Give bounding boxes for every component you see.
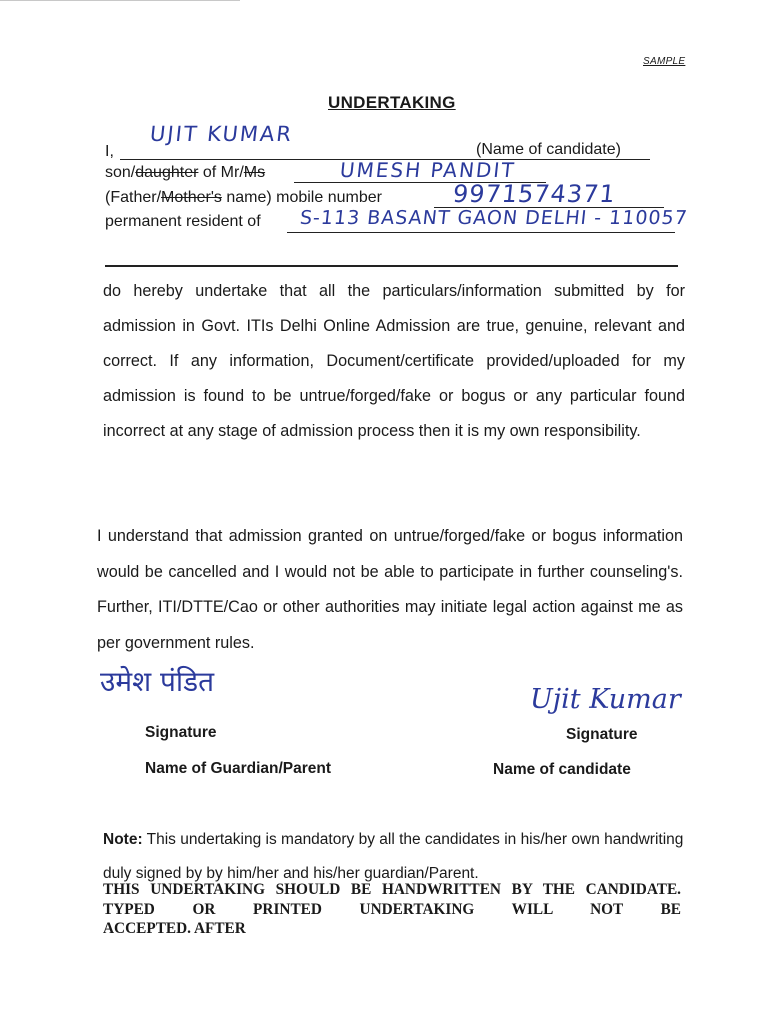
address-underline — [287, 232, 675, 233]
note-label: Note: — [103, 831, 143, 848]
candidate-name-handwritten: UJIT KUMAR — [148, 122, 295, 146]
line-father-text — [105, 164, 265, 182]
understanding-paragraph: I understand that admission granted on untrue/forged/fake or bogus information would be cancelled and I would not be able to participate in further counseling's. Further, ITI/DTTE/Cao or other authorities may initiate legal action against me as per government rules. — [97, 527, 683, 652]
mobile-number-label: name) mobile number — [221, 189, 382, 206]
guardian-name-label: Name of Guardian/Parent — [145, 760, 332, 777]
candidate-name-label: Name of candidate — [493, 761, 631, 778]
resident-label: permanent resident of — [105, 213, 261, 230]
daughter-struck: daughter — [135, 164, 199, 181]
line-name-prefix: I, — [105, 143, 114, 160]
father-name-handwritten: UMESH PANDIT — [338, 158, 517, 182]
mother-struck: Mother's — [161, 189, 222, 206]
sample-tag: SAMPLE — [643, 56, 686, 67]
candidate-signature-label: Signature — [566, 726, 638, 743]
ms-struck: Ms — [243, 164, 266, 181]
father-label: (Father/ — [105, 189, 162, 206]
handwritten-requirement-notice — [103, 880, 681, 939]
address-handwritten: S-113 BASANT GAON DELHI - 110057 — [298, 207, 689, 229]
mobile-number-handwritten: 9971574371 — [451, 180, 618, 208]
of-mr-label: of Mr/ — [198, 164, 244, 181]
son-label: son/ — [105, 164, 136, 181]
top-rule — [0, 0, 240, 1]
candidate-signature-handwritten: Ujit Kumar — [530, 684, 681, 715]
line-mobile-text — [105, 189, 382, 207]
notice-last-line: ACCEPTED. AFTER — [103, 920, 246, 937]
address-second-line — [105, 265, 678, 267]
notice-main: THIS UNDERTAKING SHOULD BE HANDWRITTEN BY THE CANDIDATE. TYPED OR PRINTED UNDERTAKING WILL NOT BE — [103, 881, 681, 918]
undertaking-paragraph: do hereby undertake that all the particulars/information submitted by for admission in Govt. ITIs Delhi Online Admission are true, genuine, relevant and correct. If any information, Document/certificate provided/uploaded for my admission is found to be untrue/forged/fake or bogus or any particular found incorrect at any stage of admission process then it is my own responsibility. — [103, 282, 685, 440]
guardian-signature-label: Signature — [145, 724, 217, 741]
page-title: UNDERTAKING — [328, 93, 456, 112]
note-text: This undertaking is mandatory by all the candidates in his/her own handwriting duly signed by by him/her and his/her guardian/Parent. — [103, 831, 684, 882]
name-of-candidate-label: (Name of candidate) — [476, 141, 621, 158]
guardian-signature-handwritten: उमेश पंडित — [100, 665, 215, 698]
